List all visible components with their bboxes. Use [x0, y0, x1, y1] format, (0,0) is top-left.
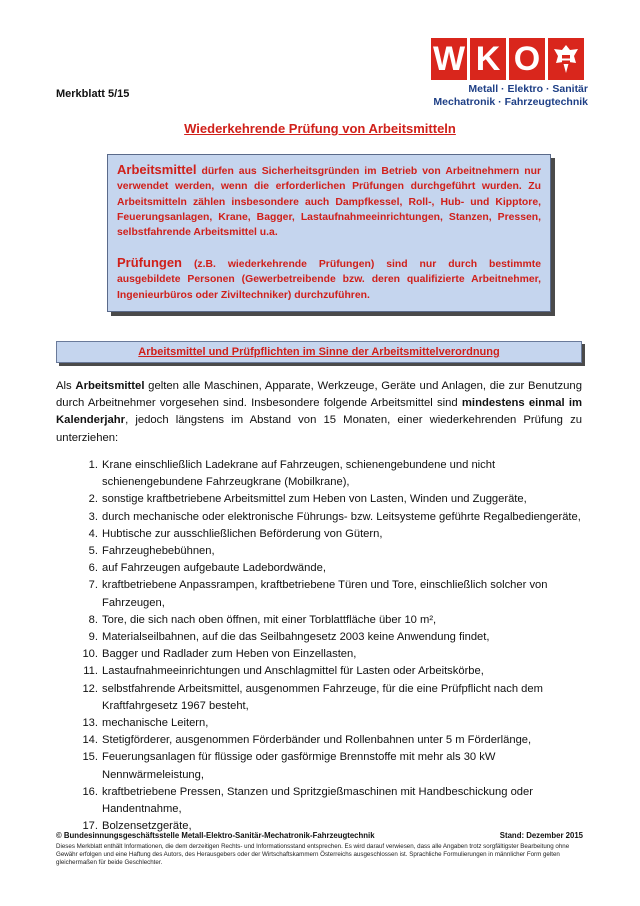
notice-text-1: dürfen aus Sicherheitsgründen im Betrieb von Arbeitnehmern nur verwendet werden, wenn die erforderlichen Prüfungen durchgeführt wurden. Zu Arbeitsmitteln zählen insbesondere auch Dampfkessel, Roll-, Hub- und Kipptore, Feuerungsanlagen, Krane, Bagger, Lastaufnahmeeinrichtungen, Stanzen, Pressen, selbstfahrende Arbeitsmittel u.a. — [117, 166, 541, 239]
intro-paragraph — [56, 378, 582, 447]
list-item-text: Bolzensetzgeräte, — [102, 820, 192, 833]
list-item — [80, 526, 590, 543]
list-item-text: Bagger und Radlader zum Heben von Einzellasten, — [102, 648, 357, 661]
list-item-number: 8. — [88, 613, 98, 626]
list-item-text: auf Fahrzeugen aufgebaute Ladebordwände, — [102, 562, 326, 575]
list-item — [80, 457, 590, 491]
list-item-text: Feuerungsanlagen für flüssige oder gasförmige Brennstoffe mit mehr als 30 kW Nennwärmeleistung, — [102, 751, 496, 781]
list-item-text: sonstige kraftbetriebene Arbeitsmittel zum Heben von Lasten, Winden und Zuggeräte, — [102, 493, 527, 506]
logo-letter-k: K — [470, 38, 506, 80]
list-item — [80, 646, 590, 663]
logo-subtitle-line1: Metall · Elektro · Sanitär — [468, 83, 588, 95]
intro-bold-arbeitsmittel: Arbeitsmittel — [75, 380, 145, 392]
list-item-number: 4. — [88, 527, 98, 540]
list-item-number: 12. — [82, 682, 98, 695]
document-title: Wiederkehrende Prüfung von Arbeitsmitteln — [184, 121, 456, 136]
list-item-number: 17. — [82, 820, 98, 833]
list-item-text: durch mechanische oder elektronische Führungs- bzw. Leitsysteme geführte Regalbediengeräte, — [102, 510, 581, 523]
logo-subtitle-line2: Mechatronik · Fahrzeugtechnik — [433, 96, 588, 108]
list-item-text: kraftbetriebene Pressen, Stanzen und Spritzgießmaschinen mit Handbeschickung oder Handentnahme, — [102, 785, 533, 816]
list-item-number: 14. — [82, 734, 98, 747]
list-item — [80, 784, 590, 818]
equipment-list — [80, 457, 590, 835]
merkblatt-number: Merkblatt 5/15 — [56, 88, 130, 100]
list-item — [80, 491, 590, 508]
notice-box — [107, 154, 551, 312]
list-item-number: 1. — [88, 459, 98, 471]
notice-text-2: (z.B. wiederkehrende Prüfungen) sind nur durch bestimmte ausgebildete Personen (Gewerbetreibende bzw. deren qualifizierte Arbeitnehmer, Ingenieurbüros oder Ziviltechniker) durchzuführen. — [117, 259, 541, 301]
logo-letter-o: O — [509, 38, 545, 80]
list-item — [80, 577, 590, 611]
intro-text-2: gelten alle Maschinen, Apparate, Werkzeuge, Geräte und Anlagen, die zur Benutzung durch Arbeitnehmer vorgesehen sind. Insbesondere folgende Arbeitsmittel sind — [56, 380, 582, 410]
list-item-number: 2. — [88, 493, 98, 506]
list-item — [80, 732, 590, 749]
list-item — [80, 749, 590, 783]
intro-bold-kalenderjahr: mindestens einmal im Kalenderjahr — [56, 397, 583, 427]
list-item-text: kraftbetriebene Anpassrampen, kraftbetriebene Türen und Tore, einschließlich solcher von Fahrzeugen, — [102, 579, 548, 609]
list-item-number: 9. — [88, 631, 98, 644]
austrian-eagle-icon — [548, 38, 584, 80]
list-item-number: 3. — [88, 510, 98, 523]
notice-lead-arbeitsmittel: Arbeitsmittel — [117, 162, 197, 177]
list-item-number: 11. — [83, 665, 98, 678]
intro-text-3: , jedoch längstens im Abstand von 15 Monaten, einer wiederkehrenden Prüfung zu unterziehen: — [56, 414, 582, 444]
logo-letter-w: W — [432, 40, 466, 78]
wko-logo — [431, 38, 585, 80]
section-heading: Arbeitsmittel und Prüfpflichten im Sinne der Arbeitsmittelverordnung — [56, 341, 582, 363]
list-item — [80, 681, 590, 715]
notice-paragraph-1 — [117, 162, 541, 240]
list-item-text: Hubtische zur ausschließlichen Beförderung von Gütern, — [102, 527, 383, 540]
list-item-text: Materialseilbahnen, auf die das Seilbahngesetz 2003 keine Anwendung findet, — [102, 631, 490, 644]
list-item-number: 6. — [88, 562, 98, 575]
footer-disclaimer: Dieses Merkblatt enthält Informationen, die dem derzeitigen Rechts- und Informationsstand entsprechen. Es wird darauf verwiesen, dass alle Angaben trotz sorgfältigster Bearbeitung ohne Gewähr erfolgen und eine Haftung des Autors, des Herausgebers oder der Wirtschaftskammern Österreichs ausgeschlossen ist. Sprachliche Formulierungen in männlicher Form gelten gleichermaßen für beide Geschlechter. — [56, 843, 570, 867]
list-item-text: Krane einschließlich Ladekrane auf Fahrzeugen, schienengebundene und nicht schienengebundene Fahrzeugkrane (Mobilkrane), — [102, 459, 496, 489]
list-item-number: 15. — [82, 751, 98, 764]
intro-text-1: Als — [56, 380, 76, 392]
list-item-number: 13. — [82, 717, 98, 730]
list-item-text: Stetigförderer, ausgenommen Förderbänder und Rollenbahnen unter 5 m Förderlänge, — [102, 734, 532, 747]
list-item-number: 5. — [88, 545, 98, 558]
list-item-text: mechanische Leitern, — [102, 717, 209, 730]
footer-stand: Stand: Dezember 2015 — [499, 831, 583, 840]
notice-paragraph-2 — [117, 255, 541, 303]
list-item — [80, 543, 590, 560]
list-item-number: 10. — [82, 648, 98, 661]
list-item-text: Fahrzeughebebühnen, — [102, 545, 215, 558]
list-item-text: Tore, die sich nach oben öffnen, mit einer Torblattfläche über 10 m², — [102, 613, 437, 626]
notice-lead-pruefungen: Prüfungen — [117, 255, 182, 270]
footer-copyright: © Bundesinnungsgeschäftsstelle Metall-Elektro-Sanitär-Mechatronik-Fahrzeugtechnik — [56, 831, 375, 840]
list-item — [80, 612, 590, 629]
list-item — [80, 663, 590, 680]
list-item-text: selbstfahrende Arbeitsmittel, ausgenommen Fahrzeuge, für die eine Prüfpflicht nach dem Kraftfahrgesetz 1967 besteht, — [102, 682, 543, 712]
list-item — [80, 560, 590, 577]
list-item-number: 7. — [88, 579, 98, 592]
list-item — [80, 509, 590, 526]
list-item-text: Lastaufnahmeeinrichtungen und Anschlagmittel für Lasten oder Arbeitskörbe, — [102, 665, 484, 678]
list-item — [80, 629, 590, 646]
list-item-number: 16. — [82, 785, 98, 798]
footer-copyright-line — [56, 831, 583, 840]
list-item — [80, 715, 590, 732]
